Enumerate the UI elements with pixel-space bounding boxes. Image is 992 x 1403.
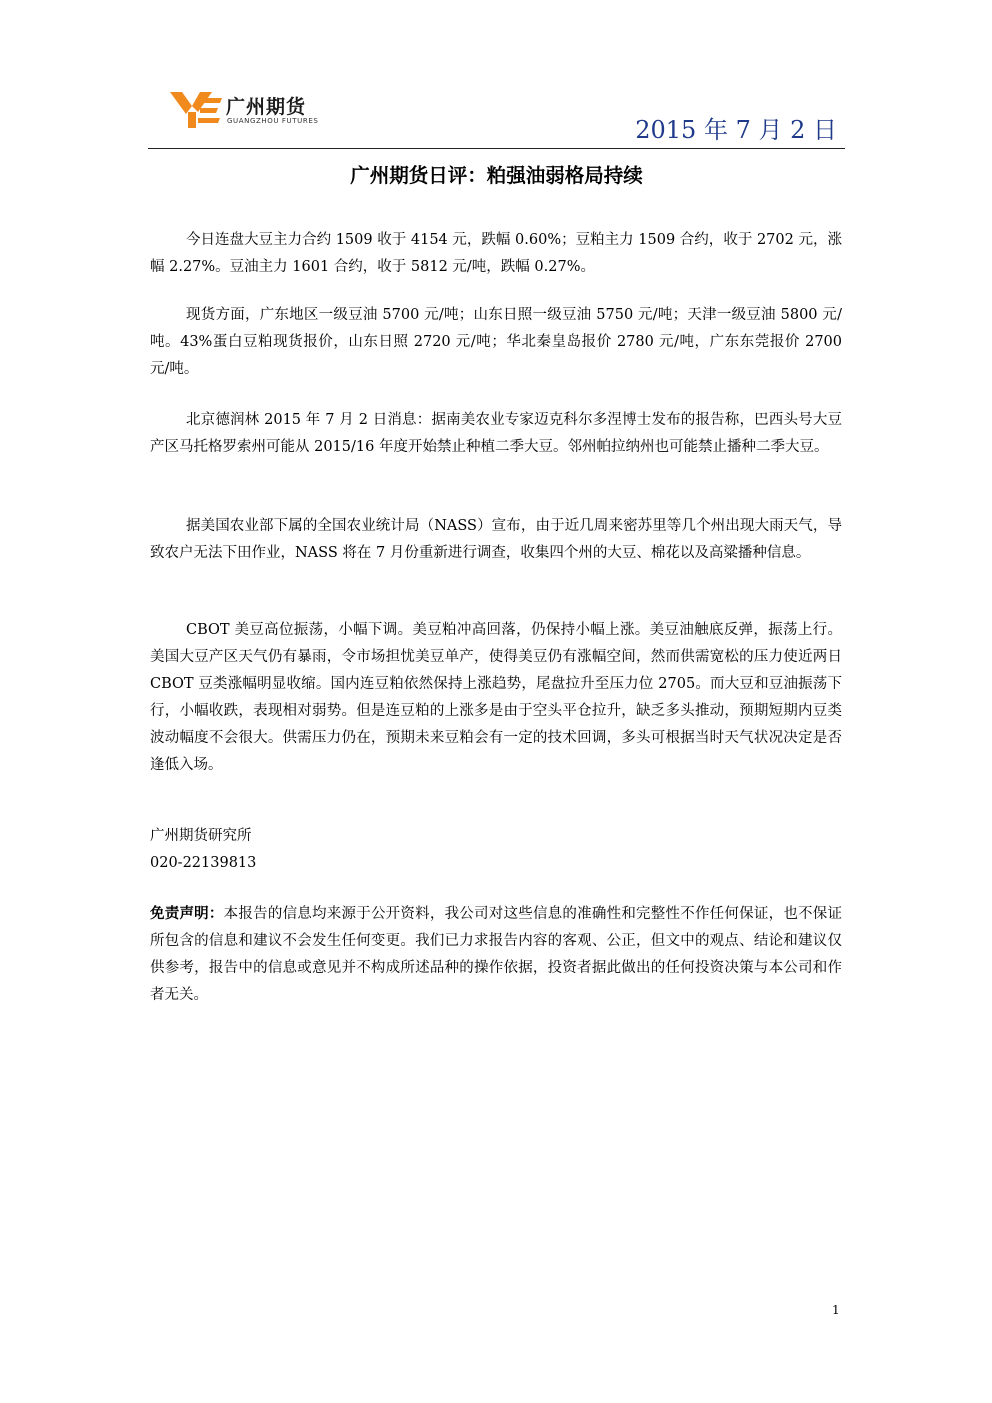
disclaimer-label: 免责声明： <box>150 906 224 922</box>
report-date: 2015 年 7 月 2 日 <box>635 116 837 144</box>
paragraph-brazil-news: 北京德润林 2015 年 7 月 2 日消息：据南美农业专家迈克科尔多涅博士发布的报告称，巴西头号大豆产区马托格罗索州可能从 2015/16 年度开始禁止种植二季大豆。邻州帕拉纳州也可能禁止播种二季大豆。 <box>150 412 842 455</box>
paragraph-market-analysis: CBOT 美豆高位振荡，小幅下调。美豆粕冲高回落，仍保持小幅上涨。美豆油触底反弹，振荡上行。美国大豆产区天气仍有暴雨，令市场担忧美豆单产，使得美豆仍有涨幅空间，然而供需宽松的压力使近两日 CBOT 豆类涨幅明显收缩。国内连豆粕依然保持上涨趋势，尾盘拉升至压力位 2705。而大豆和豆油振荡下行，小幅收跌，表现相对弱势。但是连豆粕的上涨多是由于空头平仓拉升，缺乏多头推动，预期短期内豆类波动幅度不会很大。供需压力仍在，预期未来豆粕会有一定的技术回调，多头可根据当时天气状况决定是否逢低入场。 <box>150 622 842 773</box>
ye-logo-icon <box>170 90 222 130</box>
signature-org: 广州期货研究所 <box>150 828 252 844</box>
report-title: 广州期货日评：粕强油弱格局持续 <box>350 164 643 187</box>
report-header <box>148 84 845 149</box>
disclaimer-text: 本报告的信息均来源于公开资料，我公司对这些信息的准确性和完整性不作任何保证，也不保证所包含的信息和建议不会发生任何变更。我们已力求报告内容的客观、公正，但文中的观点、结论和建议仅供参考，报告中的信息或意见并不构成所述品种的操作依据，投资者据此做出的任何投资决策与本公司和作者无关。 <box>150 906 843 1003</box>
logo-name: 广州期货 <box>226 96 307 118</box>
signature-phone: 020-22139813 <box>150 855 257 871</box>
paragraph-market-close: 今日连盘大豆主力合约 1509 收于 4154 元，跌幅 0.60%；豆粕主力 1509 合约，收于 2702 元，涨幅 2.27%。豆油主力 1601 合约，收于 5812 元/吨，跌幅 0.27%。 <box>150 232 842 275</box>
paragraph-nass-news: 据美国农业部下属的全国农业统计局（NASS）宣布，由于近几周来密苏里等几个州出现大雨天气，导致农户无法下田作业，NASS 将在 7 月份重新进行调查，收集四个州的大豆、棉花以及高粱播种信息。 <box>150 518 842 561</box>
page-number: 1 <box>832 1303 840 1317</box>
paragraph-spot-prices: 现货方面，广东地区一级豆油 5700 元/吨；山东日照一级豆油 5750 元/吨；天津一级豆油 5800 元/吨。43%蛋白豆粕现货报价，山东日照 2720 元/吨；华北秦皇岛报价 2780 元/吨，广东东莞报价 2700 元/吨。 <box>150 307 842 377</box>
logo-subtitle: GUANGZHOU FUTURES <box>227 117 319 125</box>
disclaimer <box>150 901 842 1009</box>
company-logo <box>170 90 340 130</box>
